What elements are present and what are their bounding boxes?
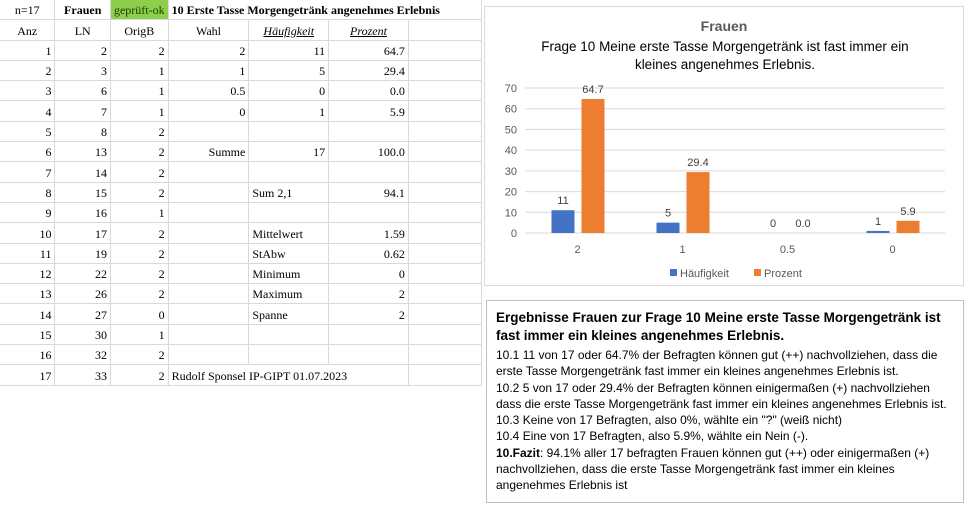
empty-cell[interactable] (408, 243, 481, 263)
cell-anz[interactable]: 11 (0, 243, 55, 263)
cell-ln[interactable]: 15 (55, 182, 111, 202)
cell-origb[interactable]: 2 (110, 345, 168, 365)
checked-badge[interactable]: geprüft-ok (110, 0, 168, 20)
empty-cell[interactable] (408, 162, 481, 182)
cell-anz[interactable]: 14 (0, 304, 55, 324)
cell-origb[interactable]: 0 (110, 304, 168, 324)
empty-cell[interactable] (408, 60, 481, 80)
empty-cell[interactable] (168, 182, 249, 202)
empty-cell[interactable] (249, 202, 329, 222)
cell-anz[interactable]: 13 (0, 284, 55, 304)
cell-anz[interactable]: 5 (0, 121, 55, 141)
cell-ln[interactable]: 13 (55, 142, 111, 162)
cell-anz[interactable]: 15 (0, 324, 55, 344)
table-row (0, 345, 482, 365)
bar-prozent[interactable] (897, 221, 920, 233)
chart-subtitle: Frage 10 Meine erste Tasse Morgengetränk ist fast immer ein kleines angenehmes Erlebnis. (541, 39, 909, 72)
x-tick-label: 2 (574, 244, 581, 256)
group-label[interactable]: Frauen (55, 0, 111, 20)
cell-origb[interactable]: 2 (110, 263, 168, 283)
table-row (0, 284, 482, 304)
freq-prozent[interactable]: 64.7 (329, 40, 409, 60)
freq-wahl[interactable]: 1 (168, 60, 249, 80)
table-row (0, 243, 482, 263)
cell-anz[interactable]: 1 (0, 40, 55, 60)
cell-anz[interactable]: 2 (0, 60, 55, 80)
summe-label[interactable]: Summe (168, 142, 249, 162)
empty-cell[interactable] (408, 345, 481, 365)
stat-value[interactable]: 0.62 (329, 243, 409, 263)
cell-ln[interactable]: 8 (55, 121, 111, 141)
cell-origb[interactable]: 2 (110, 142, 168, 162)
data-label: 5 (664, 207, 672, 220)
cell-origb[interactable]: 1 (110, 324, 168, 344)
cell-ln[interactable]: 30 (55, 324, 111, 344)
x-tick-label: 1 (679, 244, 686, 256)
cell-ln[interactable]: 27 (55, 304, 111, 324)
author-cell[interactable] (168, 365, 408, 385)
table-row (0, 223, 482, 243)
stat-value[interactable]: 1.59 (329, 223, 409, 243)
freq-haeufigkeit[interactable]: 1 (249, 101, 329, 121)
chart-plot-area (485, 7, 965, 287)
empty-cell[interactable] (168, 345, 249, 365)
cell-origb[interactable]: 2 (110, 162, 168, 182)
empty-cell[interactable] (408, 20, 481, 40)
x-tick-label: 0.5 (779, 244, 796, 256)
cell-ln[interactable]: 19 (55, 243, 111, 263)
result-line-3: 10.3 Keine von 17 Befragten, also 0%, wählte ein "?" (weiß nicht) (496, 413, 843, 428)
table-row (0, 304, 482, 324)
cell-ln[interactable]: 3 (55, 60, 111, 80)
freq-prozent[interactable]: 5.9 (329, 101, 409, 121)
cell-anz[interactable]: 17 (0, 365, 55, 385)
cell-anz[interactable]: 16 (0, 345, 55, 365)
empty-cell[interactable] (168, 121, 249, 141)
empty-cell[interactable] (329, 345, 409, 365)
summe-prozent[interactable]: 100.0 (329, 142, 409, 162)
empty-cell[interactable] (408, 121, 481, 141)
freq-haeufigkeit[interactable]: 0 (249, 81, 329, 101)
bar-prozent[interactable] (582, 99, 605, 233)
empty-cell[interactable] (168, 202, 249, 222)
empty-cell[interactable] (408, 324, 481, 344)
spreadsheet-grid[interactable] (0, 0, 482, 509)
col-header-anz[interactable]: Anz (0, 20, 55, 40)
header-row-2 (0, 20, 482, 40)
y-tick-label: 0 (510, 228, 517, 240)
cell-origb[interactable]: 1 (110, 81, 168, 101)
empty-cell[interactable] (408, 182, 481, 202)
empty-cell[interactable] (168, 324, 249, 344)
fazit-text: : 94.1% aller 17 befragten Frauen können gut (++) oder einigermaßen (+) nachvollziehen, dass die erste Tasse Morgengetränk fast immer ein kleines angenehmes Erlebnis ist (496, 445, 930, 493)
empty-cell[interactable] (408, 304, 481, 324)
cell-ln[interactable]: 16 (55, 202, 111, 222)
cell-anz[interactable]: 3 (0, 81, 55, 101)
cell-origb[interactable]: 2 (110, 284, 168, 304)
stat-label[interactable]: Minimum (249, 263, 329, 283)
legend-swatch (670, 269, 677, 276)
y-tick-label: 10 (504, 207, 517, 220)
empty-cell[interactable] (168, 263, 249, 283)
table-row (0, 60, 482, 80)
author-credit: Rudolf Sponsel IP-GIPT 01.07.2023 (171, 368, 348, 383)
table-row (0, 202, 482, 222)
cell-anz[interactable]: 12 (0, 263, 55, 283)
result-fazit (496, 445, 954, 494)
n-label[interactable]: n=17 (0, 0, 55, 20)
cell-ln[interactable]: 22 (55, 263, 111, 283)
y-tick-label: 30 (504, 165, 517, 178)
empty-cell[interactable] (329, 162, 409, 182)
table-row (0, 142, 482, 162)
empty-cell[interactable] (249, 324, 329, 344)
fazit-label: 10.Fazit (496, 445, 541, 460)
legend-swatch (754, 269, 761, 276)
empty-cell[interactable] (408, 284, 481, 304)
x-tick-label: 0 (889, 244, 896, 256)
data-label: 1 (874, 215, 882, 228)
empty-cell[interactable] (408, 263, 481, 283)
freq-haeufigkeit[interactable]: 11 (249, 40, 329, 60)
freq-prozent[interactable]: 29.4 (329, 60, 409, 80)
empty-cell[interactable] (408, 40, 481, 60)
y-tick-label: 50 (504, 124, 517, 137)
question-title-text: 10 Erste Tasse Morgengetränk angenehmes Erlebnis (171, 3, 440, 18)
stat-label[interactable]: Maximum (249, 284, 329, 304)
bar-haeufigkeit[interactable] (867, 231, 890, 233)
cell-ln[interactable]: 6 (55, 81, 111, 101)
stat-value[interactable]: 2 (329, 284, 409, 304)
y-tick-label: 60 (504, 103, 517, 116)
bar-haeufigkeit[interactable] (657, 223, 680, 233)
cell-origb[interactable]: 1 (110, 202, 168, 222)
header-row-1 (0, 0, 482, 20)
empty-cell[interactable] (168, 304, 249, 324)
cell-anz[interactable]: 10 (0, 223, 55, 243)
col-header-haeufigkeit[interactable]: Häufigkeit (249, 20, 329, 40)
cell-anz[interactable]: 7 (0, 162, 55, 182)
chart-title: Frauen (700, 18, 748, 34)
empty-cell[interactable] (249, 345, 329, 365)
result-line-2: 10.2 5 von 17 oder 29.4% der Befragten können einigermaßen (+) nachvollziehen dass die erste Tasse Morgengetränk fast immer ein kleines angenehmes Erlebnis ist. (496, 380, 947, 411)
stat-label[interactable]: StAbw (249, 243, 329, 263)
bar-chart[interactable] (484, 6, 964, 286)
cell-ln[interactable]: 32 (55, 345, 111, 365)
empty-cell[interactable] (168, 243, 249, 263)
empty-cell[interactable] (249, 121, 329, 141)
table-row (0, 324, 482, 344)
cell-anz[interactable]: 6 (0, 142, 55, 162)
y-tick-label: 70 (504, 83, 517, 95)
legend-entry[interactable]: Häufigkeit (680, 268, 729, 280)
freq-wahl[interactable]: 2 (168, 40, 249, 60)
result-line-1: 10.1 11 von 17 oder 64.7% der Befragten können gut (++) nachvollziehen, dass die erste Tasse Morgengetränk fast immer ein kleines angenehmes Erlebnis ist. (496, 348, 938, 379)
bar-prozent[interactable] (687, 172, 710, 233)
cell-ln[interactable]: 14 (55, 162, 111, 182)
empty-cell[interactable] (329, 324, 409, 344)
empty-cell[interactable] (329, 202, 409, 222)
sheet-table (0, 0, 482, 386)
y-tick-label: 40 (504, 145, 517, 158)
cell-origb[interactable]: 1 (110, 60, 168, 80)
result-line-4: 10.4 Eine von 17 Befragten, also 5.9%, wählte ein Nein (-). (496, 429, 809, 444)
table-row (0, 121, 482, 141)
sum21-value[interactable]: 94.1 (329, 182, 409, 202)
empty-cell[interactable] (168, 223, 249, 243)
cell-ln[interactable]: 17 (55, 223, 111, 243)
data-label: 0.0 (795, 218, 811, 230)
cell-ln[interactable]: 26 (55, 284, 111, 304)
cell-origb[interactable]: 2 (110, 223, 168, 243)
summe-haeufigkeit[interactable]: 17 (249, 142, 329, 162)
col-header-prozent[interactable]: Prozent (329, 20, 409, 40)
question-title[interactable] (168, 0, 481, 20)
empty-cell[interactable] (408, 223, 481, 243)
table-row (0, 365, 482, 385)
cell-origb[interactable]: 2 (110, 182, 168, 202)
col-header-origb[interactable]: OrigB (110, 20, 168, 40)
empty-cell[interactable] (168, 162, 249, 182)
empty-cell[interactable] (408, 81, 481, 101)
stat-value[interactable]: 2 (329, 304, 409, 324)
data-label: 11 (557, 195, 569, 208)
results-heading: Ergebnisse Frauen zur Frage 10 Meine erste Tasse Morgengetränk ist fast immer ein kleines angenehmes Erlebnis. (496, 310, 941, 343)
cell-origb[interactable]: 2 (110, 121, 168, 141)
table-row (0, 263, 482, 283)
table-row (0, 162, 482, 182)
cell-ln[interactable]: 7 (55, 101, 111, 121)
empty-cell[interactable] (408, 101, 481, 121)
y-tick-label: 20 (504, 186, 517, 199)
freq-haeufigkeit[interactable]: 5 (249, 60, 329, 80)
stat-value[interactable]: 0 (329, 263, 409, 283)
cell-origb[interactable]: 2 (110, 365, 168, 385)
data-label: 0 (769, 218, 777, 230)
freq-wahl[interactable]: 0.5 (168, 81, 249, 101)
data-label: 64.7 (582, 83, 604, 96)
results-textbox[interactable] (486, 300, 964, 503)
stat-label[interactable]: Mittelwert (249, 223, 329, 243)
bar-haeufigkeit[interactable] (552, 210, 575, 233)
cell-anz[interactable]: 4 (0, 101, 55, 121)
sum21-label[interactable]: Sum 2,1 (249, 182, 329, 202)
table-row (0, 101, 482, 121)
data-label: 5.9 (900, 205, 916, 218)
cell-origb[interactable]: 1 (110, 101, 168, 121)
table-row (0, 182, 482, 202)
empty-cell[interactable] (168, 284, 249, 304)
data-label: 29.4 (687, 157, 709, 170)
cell-anz[interactable]: 8 (0, 182, 55, 202)
empty-cell[interactable] (408, 202, 481, 222)
table-row (0, 40, 482, 60)
col-header-wahl[interactable]: Wahl (168, 20, 249, 40)
legend-entry[interactable]: Prozent (764, 268, 802, 280)
cell-ln[interactable]: 33 (55, 365, 111, 385)
cell-origb[interactable]: 2 (110, 40, 168, 60)
cell-anz[interactable]: 9 (0, 202, 55, 222)
cell-ln[interactable]: 2 (55, 40, 111, 60)
stat-label[interactable]: Spanne (249, 304, 329, 324)
table-row (0, 81, 482, 101)
empty-cell[interactable] (408, 365, 481, 385)
freq-wahl[interactable]: 0 (168, 101, 249, 121)
cell-origb[interactable]: 2 (110, 243, 168, 263)
empty-cell[interactable] (329, 121, 409, 141)
empty-cell[interactable] (408, 142, 481, 162)
freq-prozent[interactable]: 0.0 (329, 81, 409, 101)
empty-cell[interactable] (249, 162, 329, 182)
col-header-ln[interactable]: LN (55, 20, 111, 40)
